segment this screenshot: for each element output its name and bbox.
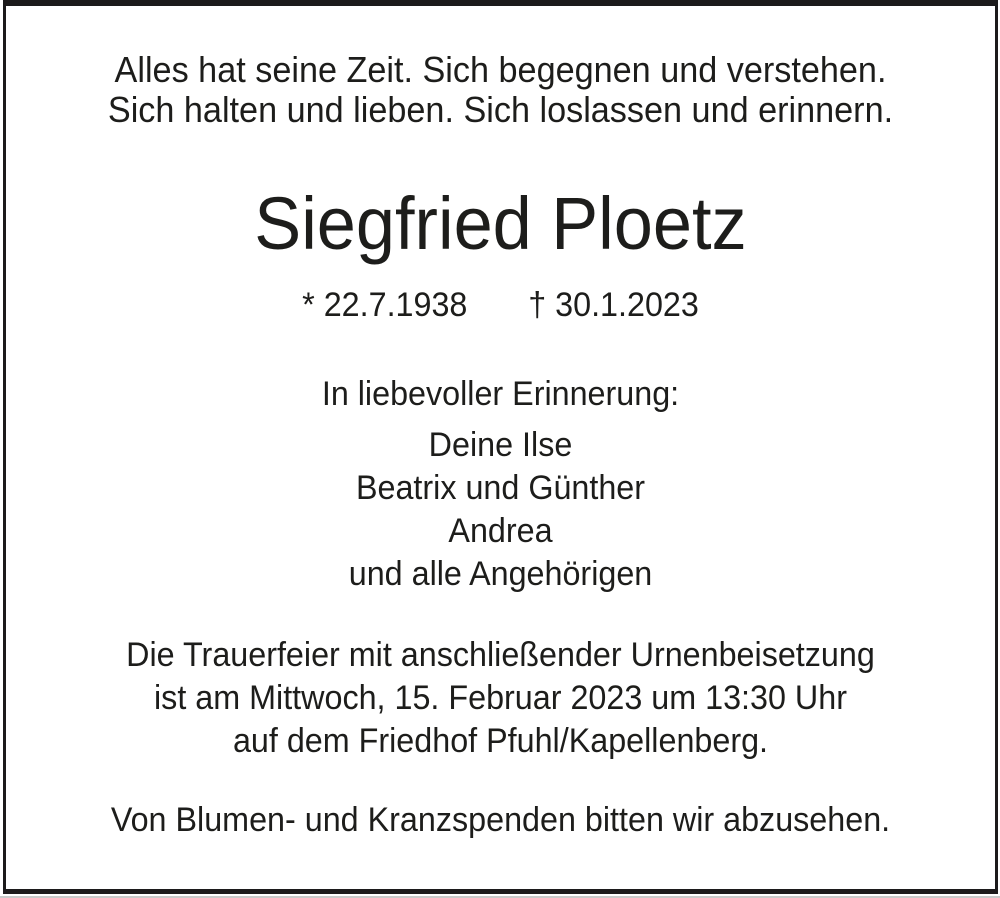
mourners-list bbox=[31, 424, 971, 596]
notice-border-frame bbox=[3, 0, 998, 894]
funeral-line-2: ist am Mittwoch, 15. Februar 2023 um 13:30 Uhr bbox=[154, 679, 847, 717]
funeral-line-3: auf dem Friedhof Pfuhl/Kapellenberg. bbox=[232, 722, 769, 760]
deceased-name: Siegfried Ploetz bbox=[254, 182, 747, 265]
memoriam-heading: In liebevoller Erinnerung: bbox=[321, 375, 680, 413]
mourner-line: Andrea bbox=[448, 512, 553, 550]
epigraph-line-2: Sich halten und lieben. Sich loslassen und erinnern. bbox=[107, 89, 894, 130]
death-date: † 30.1.2023 bbox=[528, 286, 699, 324]
mourner-line: Beatrix und Günther bbox=[355, 469, 646, 507]
mourner-line: und alle Angehörigen bbox=[348, 555, 653, 593]
flowers-note: Von Blumen- und Kranzspenden bitten wir abzusehen. bbox=[110, 801, 891, 839]
funeral-details bbox=[31, 634, 971, 763]
mourner-line: Deine Ilse bbox=[428, 426, 573, 464]
notice-content bbox=[31, 50, 971, 842]
epigraph-line-1: Alles hat seine Zeit. Sich begegnen und verstehen. bbox=[114, 49, 887, 90]
life-dates bbox=[31, 284, 971, 327]
funeral-line-1: Die Trauerfeier mit anschließender Urnenbeisetzung bbox=[126, 636, 875, 674]
birth-date: * 22.7.1938 bbox=[302, 286, 468, 324]
epigraph bbox=[31, 50, 971, 130]
